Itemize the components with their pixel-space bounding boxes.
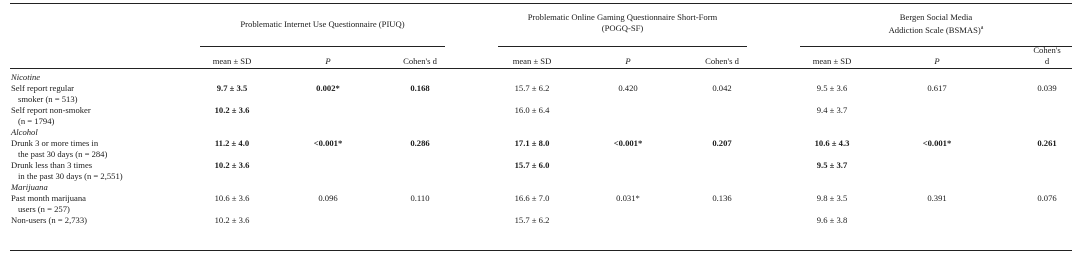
row-label: users (n = 257) [18, 204, 70, 214]
cell-cohens-d: 0.110 [410, 193, 430, 203]
cell-mean: 10.6 ± 4.3 [814, 138, 850, 148]
cell-cohens-d: 0.207 [712, 138, 732, 148]
group-header-pogq: (POGQ-SF) [601, 23, 644, 33]
cell-p: <0.001* [613, 138, 643, 148]
row-label: Drunk 3 or more times in [11, 138, 99, 148]
cell-mean: 9.5 ± 3.7 [816, 160, 848, 170]
cell-mean: 17.1 ± 8.0 [514, 138, 550, 148]
subheader-mean-bsmas: mean ± SD [812, 56, 852, 66]
row-label: smoker (n = 513) [18, 94, 78, 104]
cell-mean: 9.8 ± 3.5 [816, 193, 848, 203]
cell-p: 0.617 [927, 83, 947, 93]
cell-mean: 15.7 ± 6.2 [514, 215, 550, 225]
footnote-marker: a [980, 25, 984, 31]
row-label: the past 30 days (n = 284) [18, 149, 108, 159]
subheader-mean-pogq: mean ± SD [512, 56, 552, 66]
cell-cohens-d: 0.261 [1037, 138, 1057, 148]
cell-mean: 9.6 ± 3.8 [816, 215, 848, 225]
subheader-d-bsmas: d [1044, 56, 1050, 66]
row-label: (n = 1794) [18, 116, 55, 126]
cell-mean: 10.6 ± 3.6 [214, 193, 250, 203]
cell-p: <0.001* [313, 138, 343, 148]
subheader-d-pogq: Cohen's d [705, 56, 739, 66]
cell-mean: 10.2 ± 3.6 [214, 160, 250, 170]
piuq-group-rule [200, 46, 445, 47]
header-rule [10, 68, 1072, 69]
section-title: Alcohol [11, 127, 38, 137]
cell-cohens-d: 0.168 [410, 83, 430, 93]
cell-mean: 15.7 ± 6.0 [514, 160, 550, 170]
cell-cohens-d: 0.042 [712, 83, 732, 93]
group-header-bsmas: Bergen Social Media [899, 12, 973, 22]
cell-cohens-d: 0.039 [1037, 83, 1057, 93]
cell-mean: 9.7 ± 3.5 [216, 83, 248, 93]
cell-p: 0.096 [318, 193, 338, 203]
pogq-group-rule [498, 46, 747, 47]
cell-mean: 16.0 ± 6.4 [514, 105, 550, 115]
subheader-p-piuq: P [325, 56, 331, 66]
subheader-p-pogq: P [625, 56, 631, 66]
cell-p: 0.420 [618, 83, 638, 93]
cell-cohens-d: 0.286 [410, 138, 430, 148]
cell-mean: 9.4 ± 3.7 [816, 105, 848, 115]
cell-mean: 10.2 ± 3.6 [214, 215, 250, 225]
section-title: Nicotine [11, 72, 41, 82]
cell-mean: 9.5 ± 3.6 [816, 83, 848, 93]
cell-cohens-d: 0.136 [712, 193, 732, 203]
cell-mean: 15.7 ± 6.2 [514, 83, 550, 93]
subheader-d-piuq: Cohen's d [403, 56, 437, 66]
subheader-mean-piuq: mean ± SD [212, 56, 252, 66]
row-label: Self report regular [11, 83, 74, 93]
subheader-p-bsmas: P [934, 56, 940, 66]
cell-p: 0.031* [616, 193, 640, 203]
row-label: Non-users (n = 2,733) [11, 215, 87, 225]
group-header-piuq: Problematic Internet Use Questionnaire (PIUQ) [240, 19, 405, 29]
row-label: in the past 30 days (n = 2,551) [18, 171, 123, 181]
cell-mean: 10.2 ± 3.6 [214, 105, 250, 115]
cell-cohens-d: 0.076 [1037, 193, 1057, 203]
cell-p: <0.001* [922, 138, 952, 148]
row-label: Drunk less than 3 times [11, 160, 93, 170]
cell-mean: 11.2 ± 4.0 [214, 138, 250, 148]
row-label: Self report non-smoker [11, 105, 91, 115]
group-header-pogq: Problematic Online Gaming Questionnaire Short-Form [527, 12, 718, 22]
subheader-d-bsmas: Cohen's [1033, 45, 1061, 55]
group-header-bsmas: Addiction Scale (BSMAS)$^a$ [888, 24, 984, 35]
row-label: Past month marijuana [11, 193, 86, 203]
cell-p: 0.391 [927, 193, 947, 203]
cell-p: 0.002* [316, 83, 340, 93]
cell-mean: 16.6 ± 7.0 [514, 193, 550, 203]
bottom-rule [10, 250, 1072, 251]
top-rule [10, 3, 1072, 4]
section-title: Marijuana [11, 182, 48, 192]
